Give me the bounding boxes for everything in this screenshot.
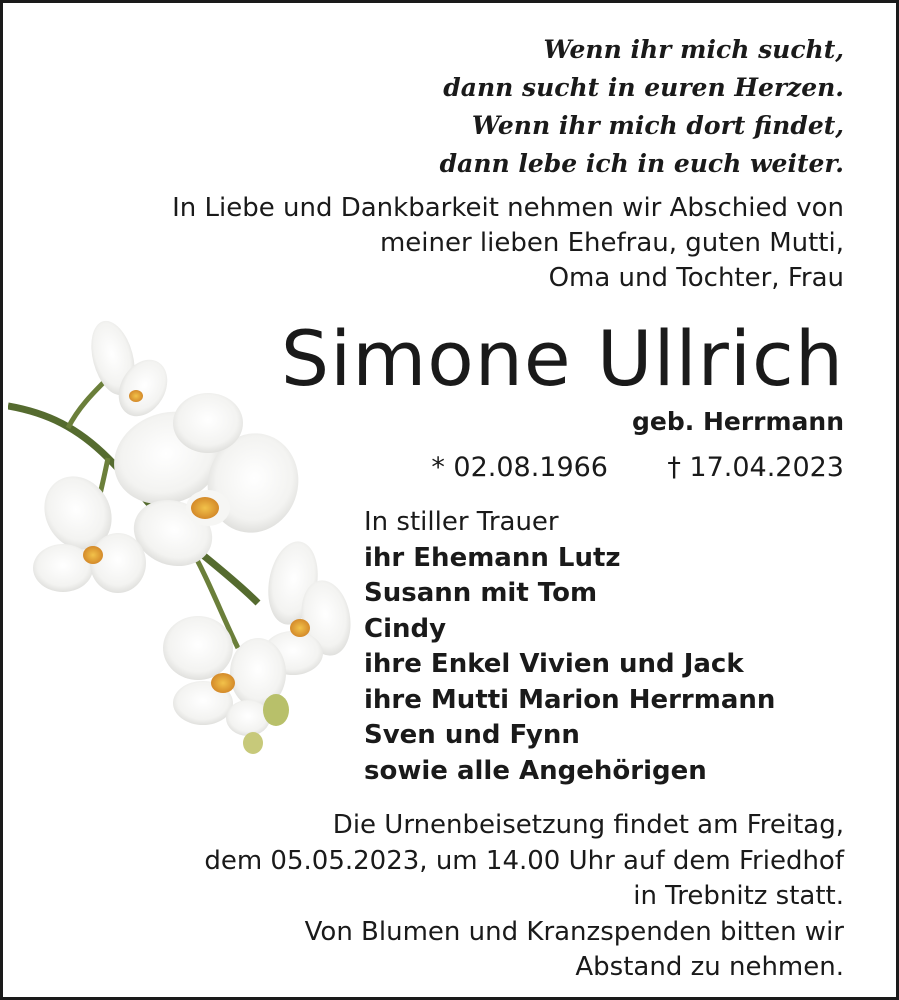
birth-date: * 02.08.1966 <box>431 452 608 483</box>
poem-line: dann sucht in euren Herzen. <box>443 73 844 102</box>
death-date: † 17.04.2023 <box>667 452 844 483</box>
poem <box>244 31 844 183</box>
mourner-name: sowie alle Angehörigen <box>364 755 707 786</box>
mourner-name: Cindy <box>364 613 447 644</box>
mourners-list <box>364 505 844 789</box>
closing-line: Von Blumen und Kranzspenden bitten wir <box>304 916 844 947</box>
mourner-name: ihre Enkel Vivien und Jack <box>364 649 744 679</box>
mourner-name: Susann mit Tom <box>364 578 598 608</box>
intro-text <box>84 191 844 296</box>
poem-line: Wenn ihr mich dort findet, <box>471 111 844 140</box>
closing-line: in Trebnitz statt. <box>633 881 844 911</box>
closing-line: Die Urnenbeisetzung findet am Freitag, <box>332 810 844 840</box>
mourner-name: Sven und Fynn <box>364 720 580 750</box>
intro-line: Oma und Tochter, Frau <box>548 263 844 293</box>
poem-line: dann lebe ich in euch weiter. <box>439 149 844 178</box>
closing-line: Abstand zu nehmen. <box>575 952 844 982</box>
mourner-name: ihre Mutti Marion Herrmann <box>364 684 776 715</box>
funeral-details <box>84 808 844 986</box>
mourners-heading: In stiller Trauer <box>364 507 559 537</box>
poem-line: Wenn ihr mich sucht, <box>543 35 844 64</box>
intro-line: meiner lieben Ehefrau, guten Mutti, <box>379 228 844 258</box>
closing-line: dem 05.05.2023, um 14.00 Uhr auf dem Friedhof <box>204 845 844 876</box>
deceased-name: Simone Ullrich <box>280 314 844 403</box>
mourner-name: ihr Ehemann Lutz <box>364 542 621 573</box>
maiden-name: geb. Herrmann <box>632 407 844 436</box>
intro-line: In Liebe und Dankbarkeit nehmen wir Abschied von <box>172 193 844 223</box>
